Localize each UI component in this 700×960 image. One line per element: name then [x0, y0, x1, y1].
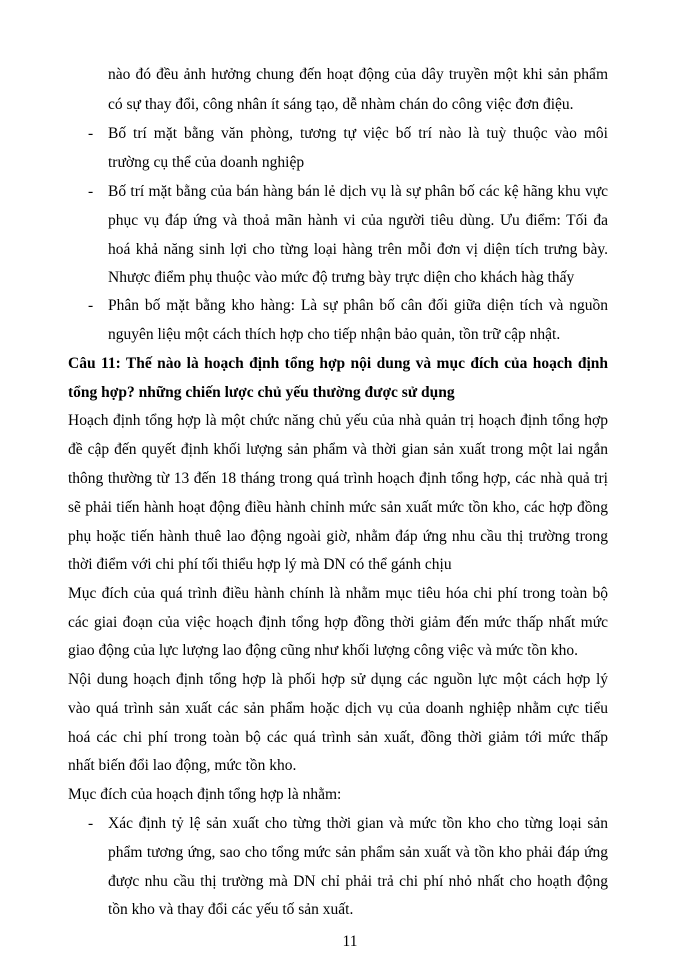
bullet-dash: - [88, 815, 94, 832]
bullet-dash: - [88, 125, 94, 142]
bullet-2-line-1: Bố trí mặt bằng của bán hàng bán lẻ dịch vụ là sự phân bố các kệ hãng khu vực [108, 183, 608, 200]
bullet-4-line-1: Xác định tỷ lệ sản xuất cho từng thời gian và mức tồn kho cho từng loại sản [108, 815, 608, 832]
bullet-4-line-4: tồn kho và thay đổi các yếu tố sản xuất. [108, 901, 354, 918]
bullet-4-line-2: phẩm tương ứng, sao cho tổng mức sản phẩm sản xuất và tồn kho phải đáp ứng [108, 844, 608, 861]
bullet-dash: - [88, 183, 94, 200]
bullet-4-line-3: được nhu cầu thị trường mà DN chỉ phải trả chi phí nhỏ nhất cho hoạth động [108, 873, 608, 890]
question-heading-line-2: tổng hợp? những chiến lược chủ yếu thường được sử dụng [68, 384, 455, 401]
paragraph-3-line-1: Nội dung hoạch định tổng hợp là phối hợp sử dụng các nguồn lực một cách hợp lý [68, 671, 608, 688]
bullet-2-line-3: hoá khả năng sinh lợi cho từng loại hàng trên mỗi đơn vị diện tích trưng bày. [108, 241, 608, 258]
bullet-2-line-2: phục vụ đáp ứng và thoả mãn hành vi của người tiêu dùng. Ưu điểm: Tối đa [108, 212, 608, 229]
paragraph-2-line-2: các giai đoạn của việc hoạch định tổng hợp đồng thời giảm đến mức thấp nhất mức [68, 614, 608, 631]
bullet-1-line-2: trường cụ thể của doanh nghiệp [108, 154, 305, 171]
paragraph-3-line-2: vào quá trình sản xuất các sản phẩm hoặc dịch vụ của doanh nghiệp nhằm cực tiểu [68, 700, 608, 717]
paragraph-1-line-5: phụ hoặc tiến hành thuê lao động ngoài giờ, nhằm đáp ứng nhu cầu thị trường trong [68, 528, 608, 545]
question-heading-line-1: Câu 11: Thế nào là hoạch định tổng hợp nội dung và mục đích của hoạch định [68, 355, 608, 372]
bullet-3-line-2: nguyên liệu một cách thích hợp cho tiếp nhận bảo quản, tồn trữ cập nhật. [108, 326, 561, 343]
continuation-line-2: có sự thay đổi, công nhân ít sáng tạo, dễ nhàm chán do công việc đơn điệu. [108, 96, 574, 113]
paragraph-2-line-1: Mục đích của quá trình điều hành chính là nhằm mục tiêu hóa chi phí trong toàn bộ [68, 585, 608, 602]
continuation-line-1: nào đó đều ảnh hưởng chung đến hoạt động của dây truyền một khi sản phẩm [108, 66, 608, 83]
bullet-2-line-4: Nhược điểm phụ thuộc vào mức độ trưng bày trực diện cho khách hàg thấy [108, 269, 575, 286]
paragraph-4-line-1: Mục đích của hoạch định tổng hợp là nhằm: [68, 786, 342, 803]
paragraph-3-line-4: nhất biến đổi lao động, mức tồn kho. [68, 757, 297, 774]
paragraph-1-line-3: thông thường từ 13 đến 18 tháng trong quá trình hoạch định tổng hợp, các nhà quả trị [68, 470, 608, 487]
bullet-3-line-1: Phân bố mặt bằng kho hàng: Là sự phân bố cân đối giữa diện tích và nguồn [108, 297, 608, 314]
paragraph-1-line-1: Hoạch định tổng hợp là một chức năng chủ yếu của nhà quản trị hoạch định tổng hợp [68, 412, 608, 429]
paragraph-1-line-4: sẽ phải tiến hành hoạt động điều hành chỉnh mức sản xuất mức tồn kho, các hợp đồng [68, 499, 608, 516]
paragraph-2-line-3: giao động của lực lượng lao động cũng như khối lượng công việc và mức tồn kho. [68, 642, 578, 659]
paragraph-3-line-3: hoá các chi phí trong toàn bộ các quá trình sản xuất, đồng thời giảm tới mức thấp [68, 729, 608, 746]
paragraph-1-line-6: thời điểm với chi phí tối thiểu hợp lý mà DN có thể gánh chịu [68, 556, 452, 573]
bullet-1-line-1: Bố trí mặt bằng văn phòng, tương tự việc bố trí nào là tuỳ thuộc vào môi [108, 125, 608, 142]
page-number: 11 [342, 933, 358, 950]
paragraph-1-line-2: đề cập đến quyết định khối lượng sản phẩm và thời gian sản xuất trong một lai ngắn [68, 441, 608, 458]
bullet-dash: - [88, 297, 94, 314]
